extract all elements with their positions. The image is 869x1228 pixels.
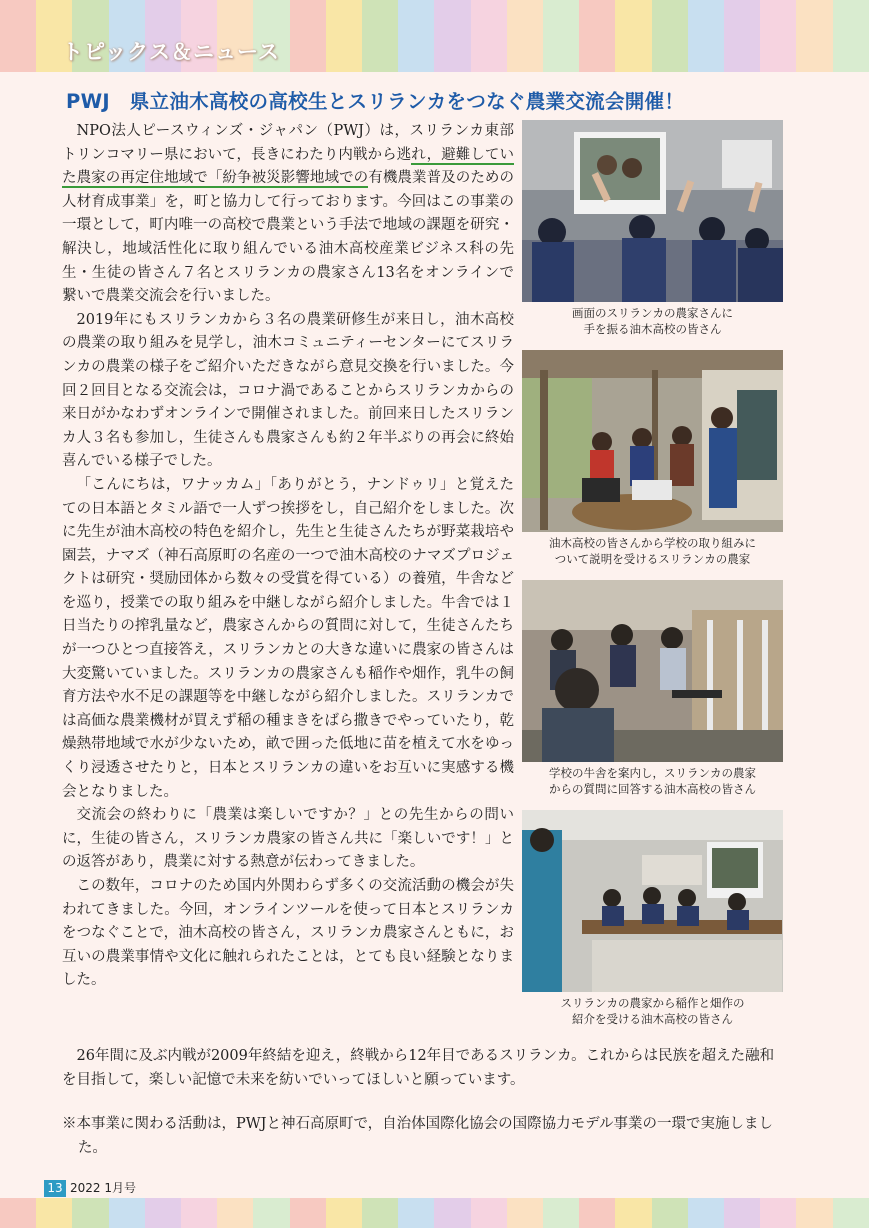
caption-3: 学校の牛舎を案内し，スリランカの農家 からの質問に回答する油木高校の皆さん [549, 766, 756, 796]
caption-4: スリランカの農家から稲作と畑作の 紹介を受ける油木高校の皆さん [560, 996, 745, 1026]
caption-1: 画面のスリランカの農家さんに 手を振る油木高校の皆さん [572, 306, 733, 336]
article-closing [62, 1045, 782, 1092]
photo-cowshed-tour [522, 580, 783, 762]
underlined-project-link[interactable]: れ，避難していた農家の再定住地域で「紛争被災影響地域での [62, 146, 514, 187]
caption-2: 油木高校の皆さんから学校の取り組みに ついて説明を受けるスリランカの農家 [549, 536, 756, 566]
issue-label: 2022 1月号 [70, 1181, 136, 1195]
paragraph-4: 交流会の終わりに「農業は楽しいですか？」との先生からの問いに，生徒の皆さん，スリランカ農家の皆さん共に「楽しいです！」との返答があり，農業に対する熱意が伝わってきました。 [62, 807, 514, 871]
paragraph-6: 26年間に及ぶ内戦が2009年終結を迎え，終戦から12年目であるスリランカ。これからは民族を超えた融和を目指して，楽しい記憶で未来を紡いでいってほしいと願っています。 [62, 1048, 775, 1088]
paragraph-5: この数年，コロナのため国内外関わらず多くの交流活動の機会が失われてきました。今回，オンラインツールを使って日本とスリランカをつなぐことで，油木高校の皆さん，スリランカ農家さんともに，お互いの農業事情や文化に触れられたことは，とても良い経験となりました。 [62, 878, 514, 989]
article-headline: PWJ 県立油木高校の高校生とスリランカをつなぐ農業交流会開催！ [66, 90, 685, 113]
section-tag: トピックス＆ニュース [62, 40, 280, 64]
paragraph-1: NPO法人ピースウィンズ・ジャパン（PWJ）は，スリランカ東部トリンコマリー県において，長きにわたり内戦から逃れ，避難していた農家の再定住地域で「紛争被災影響地域での有機農業普及のための人材育成事業」を，町と協力して行っております。今回はこの事業の一環として，町内唯一の高校で農業という手法で地域の課題を研究・解決し，地域活性化に取り組んでいる油木高校産業ビジネス科の先生・生徒の皆さん７名とスリランカの農家さん13名をオンラインで繋いで農業交流会を行いました。 [62, 123, 514, 305]
paragraph-3: 「こんにちは，ワナッカム」「ありがとう，ナンドゥリ」と覚えたての日本語とタミル語で一人ずつ挨拶をし，自己紹介をしました。次に先生が油木高校の特色を紹介し，先生と生徒さんたちが野菜栽培や園芸，ナマズ（神石高原町の名産の一つで油木高校のナマズプロジェクトは研究・奨励団体から数々の受賞を得ている）の養殖，牛舎などを巡り，授業での取り組みを中継しながら紹介しました。牛舎では１日当たりの搾乳量など，農家さんからの質問に対して，生徒さんたちが一つひとつ直接答え，スリランカとの大きな違いに農家の皆さんは大変驚いていました。スリランカの農家さんも稲作や畑作，乳牛の飼育方法や水不足の課題等を中継しながら紹介しました。スリランカでは高価な農業機材が買えず稲の種まきをばら撒きでやっていたり，乾燥熱帯地域で水が少ないため，畝で囲った低地に苗を植えて水をゆっくり浸透させたりと，日本とスリランカの違いをお互いに実感する機会となりました。 [62, 476, 514, 800]
paragraph-2: 2019年にもスリランカから３名の農業研修生が来日し，油木高校の農業の取り組みを見学し，油木コミュニティーセンターにてスリランカの農業の様子をご紹介いただきながら意見交換を行いました。今回２回目となる交流会は，コロナ渦であることからスリランカからの来日がかなわずオンラインで開催されました。前回来日したスリランカ人３名も参加し，生徒さんも農家さんも約２年半ぶりの再会に終始喜んでいる様子でした。 [62, 311, 514, 470]
footnote: ※本事業に関わる活動は，PWJと神石高原町で，自治体国際化協会の国際協力モデル事業の一環で実施しました。 [62, 1116, 773, 1156]
photo-srilanka-farmers [522, 350, 783, 532]
article-body [62, 120, 514, 993]
photo-classroom-waving [522, 120, 783, 302]
photo-classroom-screen [522, 810, 783, 992]
bottom-stripe-banner [0, 1198, 869, 1228]
page-number: 13 [44, 1180, 66, 1197]
